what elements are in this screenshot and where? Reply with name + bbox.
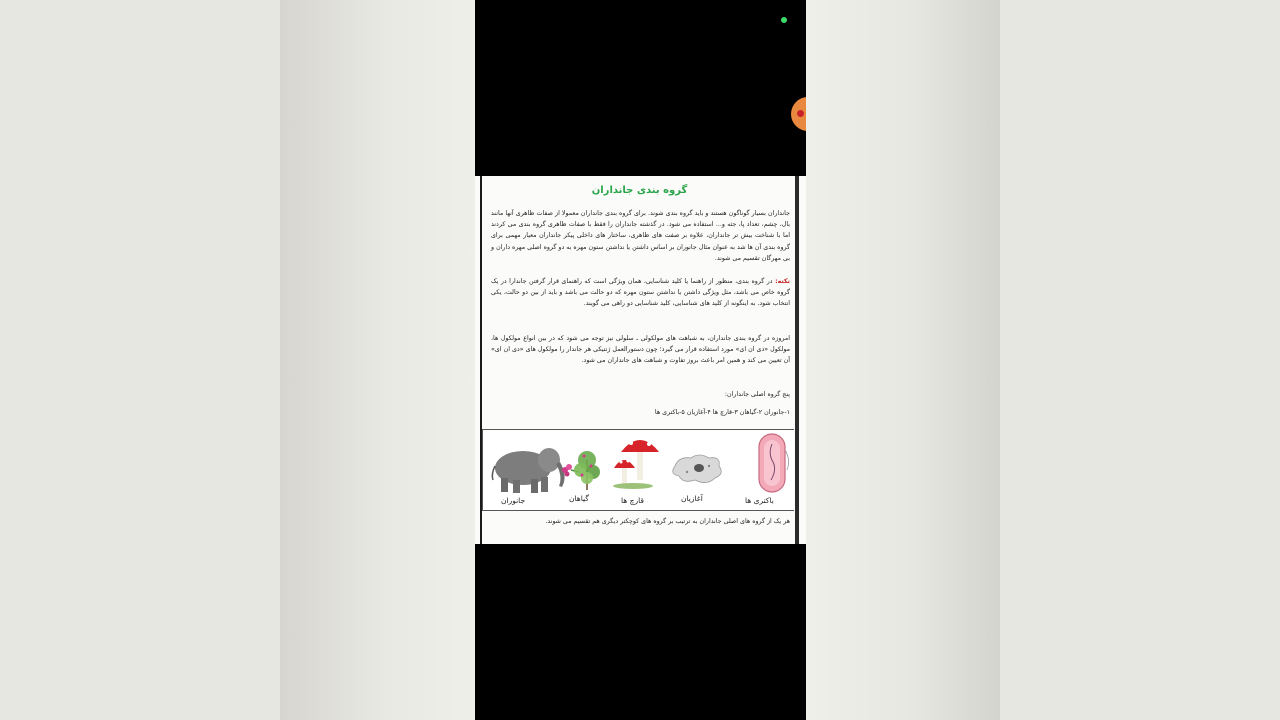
- figure-label-protists: آغازیان: [681, 494, 703, 503]
- five-groups-heading: پنج گروه اصلی جانداران:: [724, 391, 790, 398]
- document-title: گروه بندی جانداران: [591, 185, 688, 196]
- background-left-panel: [280, 0, 475, 720]
- protist-illustration: [673, 455, 722, 483]
- note-text: در گروه بندی، منظور از راهنما یا کلید شناسایی، همان ویژگی است که راهنمای قرار گرفتن جاندارا در یک گروه خاص می باشد، مثل ویژگی داشتن یا نداشتن ستون مهره که دو حالت می باشد و باید از بین دو حالت، یکی انتخاب شود. به اینگونه از کلید های شناسایی، کلید شناسایی دو راهی می گویند.: [491, 278, 790, 308]
- kingdoms-figure: [482, 429, 794, 511]
- status-indicator-dot: [781, 17, 787, 23]
- bacterium-illustration: [759, 434, 789, 492]
- document-page: [475, 176, 806, 544]
- floating-record-bubble[interactable]: [791, 97, 806, 131]
- note-label: نکته:: [775, 278, 790, 285]
- paragraph-note: [491, 276, 790, 310]
- figure-label-plants: گیاهان: [569, 494, 589, 503]
- page-edge-right: [795, 176, 799, 544]
- background-right-panel: [806, 0, 1000, 720]
- figure-label-fungi: قارچ ها: [621, 496, 644, 505]
- plant-illustration: [562, 451, 600, 490]
- fungi-illustration: [613, 436, 659, 489]
- figure-label-bacteria: باکتری ها: [745, 496, 774, 505]
- elephant-illustration: [492, 448, 564, 493]
- closing-sentence: هر یک از گروه های اصلی جانداران به ترتیب بر گروه های کوچکتر دیگری هم تقسیم می شوند.: [545, 518, 790, 525]
- figure-label-animals: جانوران: [501, 496, 526, 505]
- five-groups-list: ۱-جانوران ۲-گیاهان ۳-قارچ ها ۴-آغازیان ۵-باکتری ها: [654, 409, 790, 416]
- paragraph-intro: جانداران بسیار گوناگون هستند و باید گروه بندی شوند. برای گروه بندی جانداران معمولا از صفات ظاهری آنها مانند بال، چشم، تعداد پا، جثه و... استفاده می شود. در گذشته جانداران را فقط با صفات ظاهری گروه بندی می کردند اما با شناخت بیش تر جانداران، علاوه بر صفت های ظاهری، ساختار های داخلی پیکر جانداران معیار مهمی برای گروه بندی آن ها شد به عنوان مثال جانوران بر اساس داشتن یا نداشتن ستون مهره به دو گروه اصلی مهره داران و بی مهرگان تقسیم می شوند.: [491, 210, 790, 262]
- paragraph-molecular: امروزه در گروه بندی جانداران، به شباهت های مولکولی ـ سلولی نیز توجه می شود که در بین انواع مولکول ها، مولکول «دی ان ای» مورد استفاده قرار می گیرد؛ چون دستورالعمل ژنتیکی هر جاندار را مولکول های «دی ان ای» آن تعیین می کند و همین امر باعث بروز تفاوت و شباهت های جانداران می شود.: [491, 335, 790, 365]
- phone-screen: [475, 0, 806, 720]
